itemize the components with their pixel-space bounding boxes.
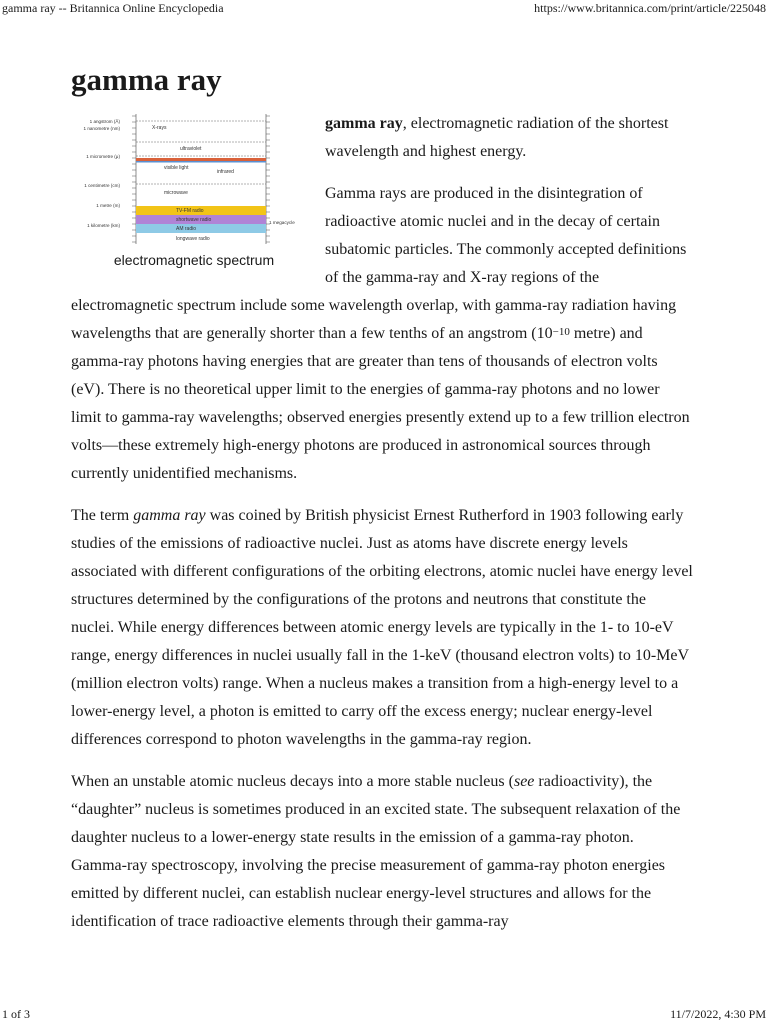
region-shortwave: shortwave radio [176, 217, 212, 223]
region-infrared: infrared [217, 169, 234, 175]
spectrum-figure[interactable] [71, 110, 317, 269]
region-tv-fm: TV-FM radio [176, 208, 204, 214]
paragraph-4: When an unstable atomic nucleus decays into a more stable nucleus (see radioactivity), the “daughter” nucleus is sometimes produced in an excited state. The subsequent relaxation of the daughter nucleus to a lower-energy state results in the emission of a gamma-ray photon. Gamma-ray spectroscopy, involving the precise measurement of gamma-ray photon energies emitted by different nuclei, can establish nuclear energy-level structures and allows for the identification of trace radioactive elements through their gamma-ray [71, 773, 681, 930]
figure-caption: electromagnetic spectrum [113, 252, 275, 268]
article-body [71, 110, 693, 950]
label-kilometre: 1 kilometre (km) [87, 223, 120, 228]
region-am: AM radio [176, 226, 197, 232]
label-centimetre: 1 centimetre (cm) [84, 183, 120, 188]
am-band [136, 224, 266, 233]
article-title: gamma ray [71, 62, 222, 97]
label-micrometre: 1 micrometre (μ) [86, 154, 120, 159]
region-longwave: longwave radio [176, 236, 210, 242]
paragraph-1: gamma ray, electromagnetic radiation of the shortest wavelength and highest energy. [325, 115, 669, 160]
electromagnetic-spectrum-diagram [72, 112, 295, 250]
left-tick-marks [132, 116, 136, 242]
page-counter: 1 of 3 [2, 1007, 30, 1021]
paragraph-3: The term gamma ray was coined by British physicist Ernest Rutherford in 1903 following early studies of the emissions of radioactive nuclei. Just as atoms have discrete energy levels associated with different configurations of the orbiting electrons, atomic nuclei have energy level structures determined by the configurations of the protons and neutrons that constitute the nuclei. While energy differences between atomic energy levels are typically in the 1- to 10-eV range, energy differences in nuclei usually fall in the 1-keV (thousand electron volts) to 10-MeV (million electron volts) range. When a nucleus makes a transition from a high-energy level to a lower-energy level, a photon is emitted to carry off the excess energy; nuclear energy-level differences correspond to photon wavelengths in the gamma-ray region. [71, 507, 693, 748]
term-gamma-ray: gamma ray [325, 115, 403, 132]
region-ultraviolet: ultraviolet [180, 146, 202, 152]
region-visible: visible light [164, 165, 189, 171]
visible-band [136, 158, 266, 161]
label-angstrom: 1 angstrom (Å) [89, 119, 120, 124]
label-megacycle: 1 megacycle [269, 220, 295, 225]
paragraph-2: Gamma rays are produced in the disintegration of radioactive atomic nuclei and in the decay of certain subatomic particles. The commonly accepted definitions of the gamma-ray and X-ray regions of the electromagnetic spectrum include some wavelength overlap, with gamma-ray radiation having wavelengths that are generally shorter than a few tenths of an angstrom ($10^{-10}$ metre) and gamma-ray photons having energies that are greater than tens of thousands of electron volts (eV). There is no theoretical upper limit to the energies of gamma-ray photons and no lower limit to gamma-ray wavelengths; observed energies presently extend up to a few trillion electron volts—these extremely high-energy photons are produced in astronomical sources through currently unidentified mechanisms. [71, 185, 690, 482]
browser-url: https://www.britannica.com/print/article/225048 [534, 1, 766, 15]
label-nanometre: 1 nanometre (nm) [83, 126, 120, 131]
print-timestamp: 11/7/2022, 4:30 PM [670, 1007, 766, 1021]
label-metre: 1 metre (m) [96, 203, 120, 208]
browser-page-title: gamma ray -- Britannica Online Encyclopedia [2, 1, 224, 15]
region-x-rays: X-rays [152, 125, 167, 131]
region-microwave: microwave [164, 190, 188, 196]
